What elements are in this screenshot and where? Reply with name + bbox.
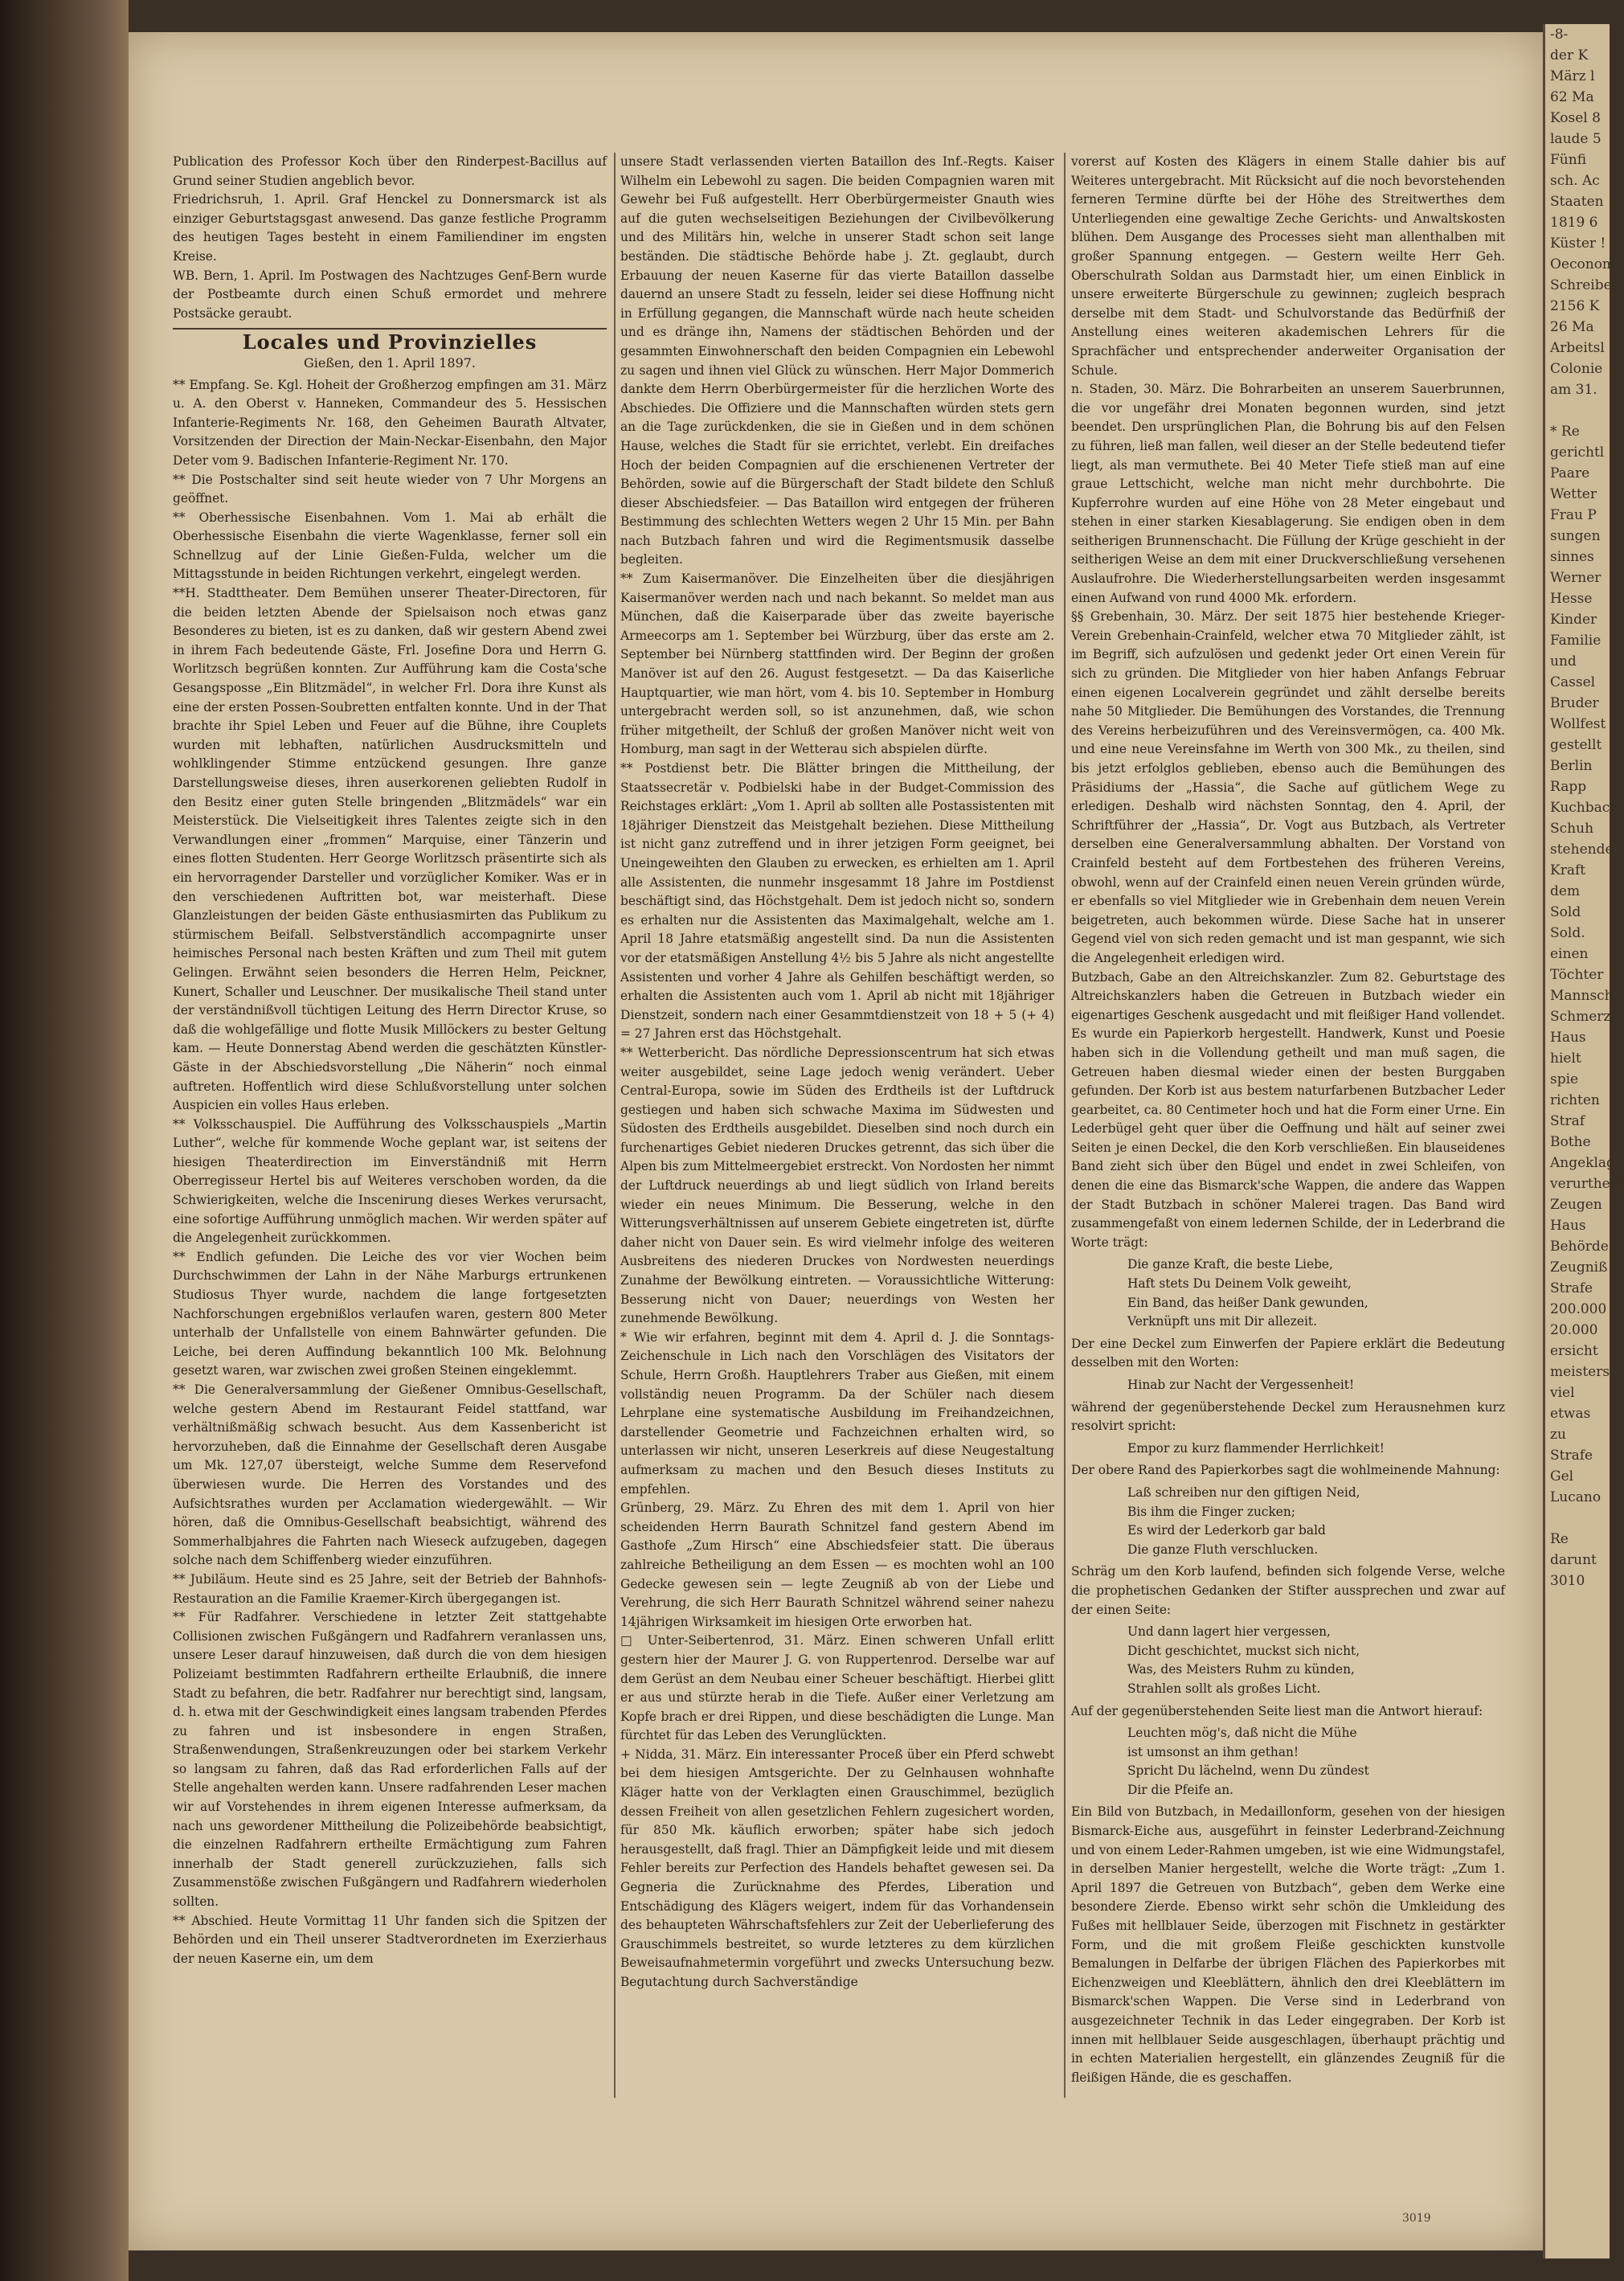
- news-item: §§ Grebenhain, 30. März. Der seit 1875 hier bestehende Krieger-Verein Grebenhain-Crainfeld, welcher etwa 70 Mitglieder zählt, ist im Begriff, sich aufzulösen und gedenkt jeder Ort einen Verein für sich zu gründen. Die Mitglieder von hier haben Anfangs Februar einen eigenen Localverein gegründet und zählt derselbe bereits nahe 50 Mitglieder. Die Bemühungen des Vorstandes, die Trennung des Vereins herbeizuführen und des Vereinsvermögen, ca. 400 Mk. und eine neue Vereinsfahne im Werth von 300 Mk., zu theilen, sind bis jetzt erfolglos geblieben, ebenso auch die Bemühungen des Präsidiums der „Hassia“, die Sache auf gütlichem Wege zu erledigen. Deshalb wird nächsten Sonntag, den 4. April, der Schriftführer der „Hassia“, Dr. Vogt aus Butzbach, als Vertreter derselben eine Generalversammlung abhalten. Der Vorstand von Crainfeld besteht auf dem Fortbestehen des früheren Vereins, obwohl, wenn auf der Crainfeld einen neuen Verein gründen würde, er ebenfalls so viel Mitglieder wie in Grebenhain dem neuen Verein beigetreten, auch bekommen würde. Diese Sache hat in unserer Gegend viel von sich reden gemacht und ist man gespannt, wie sich die Angelegenheit erledigen wird.: [1071, 609, 1505, 965]
- news-item: ** Die Generalversammlung der Gießener Omnibus-Gesellschaft, welche gestern Abend im Restaurant Feidel stattfand, war verhältnißmäßig schwach besucht. Aus dem Kassenbericht ist hervorzuheben, daß die Einnahme der Gesellschaft deren Ausgabe um Mk. 127,07 übersteigt, welche Summe dem Reservefond überwiesen wurde. Die Herren des Vorstandes und des Aufsichtsrathes wurden per Acclamation wiedergewählt. — Wir hören, daß die Omnibus-Gesellschaft beabsichtigt, während des Sommerhalbjahres die Fahrten nach Wieseck aufzugeben, dagegen solche nach dem Schiffenberg wieder einzuführen.: [173, 1382, 607, 1568]
- adjacent-text-fragment: [1545, 400, 1610, 421]
- column-3: [1071, 153, 1505, 2210]
- dateline: Gießen, den 1. April 1897.: [303, 354, 477, 371]
- adjacent-text-fragment: Küster !: [1550, 235, 1606, 252]
- adjacent-text-fragment: laude 5: [1550, 131, 1602, 147]
- news-item: Grünberg, 29. März. Zu Ehren des mit dem 1. April von hier scheidenden Herrn Baurath Schnitzel fand gestern Abend im Gasthofe „Zum Hirsch“ eine Abschiedsfeier statt. Die überaus zahlreiche Betheiligung an dem Essen — es mochten wohl an 100 Gedecke gewesen sein — legte Zeugniß ab von der Liebe und Verehrung, die sich Herr Baurath Schnitzel während seiner nahezu 14jährigen Wirksamkeit im hiesigen Orte erworben hat.: [620, 1501, 1054, 1629]
- adjacent-text-fragment: Wetter: [1550, 486, 1597, 502]
- adjacent-text-fragment: dem: [1550, 883, 1581, 899]
- news-item: ** Volksschauspiel. Die Aufführung des Volksschauspiels „Martin Luther“, welche für kommende Woche geplant war, ist seitens der hiesigen Theaterdirection im Einverständniß mit Herrn Oberregisseur Hertel bis auf Weiteres verschoben worden, da die Schwierigkeiten, welche die Inscenirung dieses Werkes verursacht, eine sofortige Aufführung unmöglich machen. Wir werden später auf die Angelegenheit zurückkommen.: [173, 1116, 607, 1246]
- adjacent-text-fragment: Bothe: [1550, 1134, 1591, 1150]
- news-item: vorerst auf Kosten des Klägers in einem Stalle dahier bis auf Weiteres untergebracht. Mit Rücksicht auf die noch bevorstehenden ferneren Termine dürfte bei der Höhe des Streitwerthes dem Unterliegenden eine gewaltige Zeche Gerichts- und Anwaltskosten blühen. Dem Ausgange des Processes sieht man allenthalben mit großer Spannung entgegen. — Gestern weilte Herr Geh. Oberschulrath Soldan aus Darmstadt hier, um einen Einblick in unsere erweiterte Bürgerschule zu gewinnen; zugleich besprach derselbe mit dem Stadt- und Schulvorstande das Bedürfniß der Anstellung eines weiteren akademischen Lehrers für die Sprachfächer und entsprechender anderweiter Organisation der Schule.: [1071, 154, 1505, 378]
- news-item: □ Unter-Seibertenrod, 31. März. Einen schweren Unfall erlitt gestern hier der Maurer J. G. von Ruppertenrod. Derselbe war auf dem Gerüst an dem Neubau einer Scheuer beschäftigt. Hierbei glitt er aus und stürzte herab in die Tiefe. Außer einer Verletzung am Kopfe brach er drei Rippen, und diese beschädigten die Lunge. Man fürchtet für das Leben des Verunglückten.: [620, 1633, 1054, 1743]
- adjacent-text-fragment: sch. Ac: [1550, 173, 1600, 189]
- adjacent-text-fragment: Strafe: [1550, 1280, 1593, 1296]
- verse-block: [1071, 1255, 1505, 1331]
- adjacent-text-fragment: Behörde: [1550, 1239, 1609, 1255]
- adjacent-text-fragment: Paare: [1550, 465, 1590, 481]
- adjacent-text-fragment: Schmerz: [1550, 1009, 1611, 1025]
- news-item: * Wie wir erfahren, beginnt mit dem 4. April d. J. die Sonntags-Zeichenschule in Lich nach den Vorschlägen des Visitators der Schule, Herrn Großh. Hauptlehrers Traber aus Gießen, mit einem vollständig neuen Programm. Da der Schüler nach diesem Lehrplane eine systematische Ausbildung im Freihandzeichnen, darstellender Geometrie und Fachzeichnen erhalten wird, so unterlassen wir nicht, unseren Leserkreis auf diese Neugestaltung aufmerksam zu machen und den Besuch dieses Instituts zu empfehlen.: [620, 1329, 1054, 1497]
- adjacent-text-fragment: März l: [1550, 68, 1595, 84]
- news-item: ** Abschied. Heute Vormittag 11 Uhr fanden sich die Spitzen der Behörden und ein Theil unserer Stadtverordneten im Exerzierhaus der neuen Kaserne ein, um dem: [173, 1913, 607, 1966]
- adjacent-text-fragment: 62 Ma: [1550, 89, 1594, 105]
- adjacent-text-fragment: Wollfest: [1550, 716, 1606, 732]
- adjacent-text-fragment: 3010: [1550, 1573, 1585, 1589]
- news-item: ** Endlich gefunden. Die Leiche des vor vier Wochen beim Durchschwimmen der Lahn in der Nähe Marburgs ertrunkenen Studiosus Thyer wurde, nachdem die lange fortgesetzten Nachforschungen ergebnißlos verlaufen waren, gestern 800 Meter unterhalb der Unfallstelle von einem Bahnwärter gefunden. Die Leiche, bei deren Auffindung bekanntlich 100 Mk. Belohnung gesetzt waren, war zwischen zwei großen Steinen eingeklemmt.: [173, 1249, 607, 1378]
- adjacent-text-fragment: Colonie: [1550, 361, 1603, 377]
- adjacent-text-fragment: Frau P: [1550, 507, 1597, 523]
- adjacent-text-fragment: Staaten: [1550, 194, 1604, 210]
- news-item: Der eine Deckel zum Einwerfen der Papiere erklärt die Bedeutung desselben mit den Worten:: [1071, 1336, 1505, 1370]
- news-item: n. Staden, 30. März. Die Bohrarbeiten an unserem Sauerbrunnen, die vor ungefähr drei Monaten begonnen wurden, sind jetzt beendet. Den ursprünglichen Plan, die Bohrung bis auf den Felsen zu führen, ließ man fallen, weil dieser an der Stelle bedeutend tiefer liegt, als man vermuthete. Bei 40 Meter Tiefe stieß man auf eine graue Lettschicht, welche man nicht mehr durchbohrte. Die Kupferrohre wurden auf eine Höhe von 28 Meter eingebaut und stehen in einer starken Kiesablagerung. Sie endigen oben in dem seitherigen Brunnenschacht. Die Füllung der Krüge geschieht in der seitherigen Weise an dem mit einer Druckverschließung versehenen Auslaufrohre. Die Wiederherstellungsarbeiten werden insgesammt einen Aufwand von rund 4000 Mk. erfordern.: [1071, 382, 1505, 605]
- adjacent-text-fragment: Familie: [1550, 633, 1602, 649]
- column-rule: [614, 153, 616, 2098]
- page-number: 3019: [1402, 2212, 1431, 2225]
- adjacent-text-fragment: Lucano: [1550, 1489, 1602, 1505]
- adjacent-text-fragment: Straf: [1550, 1113, 1585, 1129]
- adjacent-text-fragment: Kuchbach: [1550, 800, 1619, 816]
- adjacent-text-fragment: Kraft: [1550, 862, 1586, 878]
- verse-line: Laß schreiben nur den giftigen Neid,: [1127, 1484, 1360, 1500]
- adjacent-text-fragment: viel: [1550, 1385, 1575, 1401]
- adjacent-text-fragment: sinnes: [1550, 549, 1594, 565]
- adjacent-text-fragment: hielt: [1550, 1050, 1581, 1067]
- adjacent-text-fragment: Sold: [1550, 904, 1581, 920]
- adjacent-text-fragment: Arbeitsl: [1550, 340, 1605, 356]
- adjacent-text-fragment: Töchter: [1550, 967, 1604, 983]
- adjacent-text-fragment: Rapp: [1550, 779, 1587, 795]
- adjacent-page-strip: [1543, 24, 1624, 2258]
- verse-block: [1071, 1724, 1505, 1800]
- news-item: ** Oberhessische Eisenbahnen. Vom 1. Mai ab erhält die Oberhessische Eisenbahn die vierte Wagenklasse, ferner soll ein Schnellzug auf der Linie Gießen-Fulda, welcher um die Mittagsstunde in beiden Richtungen verkehrt, eingelegt werden.: [173, 510, 607, 582]
- adjacent-text-fragment: 200.000: [1550, 1301, 1607, 1317]
- section-heading: Locales und Provinzielles: [173, 328, 607, 352]
- verse-line: Die ganze Fluth verschlucken.: [1127, 1542, 1319, 1557]
- verse-line: Bis ihm die Finger zucken;: [1127, 1504, 1296, 1519]
- adjacent-text-fragment: Werner: [1550, 570, 1602, 586]
- adjacent-text-fragment: meisters: [1550, 1364, 1610, 1380]
- adjacent-text-fragment: Schreiber: [1550, 277, 1618, 293]
- adjacent-text-fragment: Cassel: [1550, 674, 1596, 690]
- adjacent-text-fragment: Haus: [1550, 1218, 1586, 1234]
- news-item: Ein Bild von Butzbach, in Medaillonform, gesehen von der hiesigen Bismarck-Eiche aus, ausgeführt in feinster Lederbrand-Zeichnung und von einem Leder-Rahmen umgeben, ist wie eine Widmungstafel, in derselben Manier hergestellt, welche die Worte trägt: „Zum 1. April 1897 die Getreuen von Butzbach“, geben dem Werke eine besondere Zierde. Ebenso wirkt sehr schön die Umkleidung des Fußes mit hellblauer Seide, überzogen mit Fischnetz in gestärkter Form, und die mit großem Fleiße geschickten kunstvolle Bemalungen in Delfarbe der übrigen Flächen des Papierkorbes mit Eichenzweigen und Kleeblättern, ähnlich den drei Kleeblättern im Bismarck'schen Wappen. Die Verse sind in Lederbrand von ausgezeichneter Technik in das Leder eingegraben. Der Korb ist innen mit hellblauer Seide ausgeschlagen, überhaupt prächtig und in echten Materialien hergestellt, ein glänzendes Zeugniß für die fleißigen Hände, die es geschaffen.: [1071, 1804, 1505, 2085]
- news-item: ** Die Postschalter sind seit heute wieder von 7 Uhr Morgens an geöffnet.: [173, 472, 607, 506]
- adjacent-text-fragment: Haus: [1550, 1030, 1586, 1046]
- adjacent-text-fragment: zu: [1550, 1427, 1566, 1443]
- adjacent-text-fragment: Kosel 8: [1550, 110, 1601, 126]
- news-item: WB. Bern, 1. April. Im Postwagen des Nachtzuges Genf-Bern wurde der Postbeamte durch einen Schuß ermordet und mehrere Postsäcke geraubt.: [173, 268, 607, 321]
- verse-line: Ein Band, das heißer Dank gewunden,: [1127, 1295, 1368, 1310]
- column-1: [173, 153, 607, 2210]
- adjacent-text-fragment: Gel: [1550, 1468, 1574, 1484]
- news-item: Auf der gegenüberstehenden Seite liest man die Antwort hierauf:: [1071, 1703, 1483, 1718]
- news-item: + Nidda, 31. März. Ein interessanter Proceß über ein Pferd schwebt bei dem hiesigen Amtsgerichte. Der zu Gelnhausen wohnhafte Kläger hatte von der Verklagten einen Grauschimmel, bezüglich dessen Freiheit von allen gesetzlichen Fehlern zugesichert worden, für 850 Mk. käuflich erworben; später habe sich jedoch herausgestellt, daß fragl. Thier an Dämpfigkeit leide und mit diesem Fehler bereits zur Perfection des Handels behaftet gewesen sei. Da Gegneria die Zurücknahme des Pferdes, Liberation und Entschädigung des Klägers weigert, indem für das Vorhandensein des behaupteten Währschaftsfehlers zur Zeit der Ueberlieferung des Grauschimmels bestreitet, so wurde letzteres zu dem kürzlichen Beweisaufnahmetermin vorgeführt und zwecks Untersuchung bezw. Begutachtung durch Sachverständige: [620, 1747, 1054, 1989]
- adjacent-text-fragment: und: [1550, 653, 1577, 670]
- adjacent-text-fragment: darunt: [1550, 1552, 1597, 1568]
- verse-line: Dicht geschichtet, muckst sich nicht,: [1127, 1643, 1360, 1658]
- verse-line: Verknüpft uns mit Dir allezeit.: [1127, 1314, 1318, 1329]
- adjacent-text-fragment: Hesse: [1550, 591, 1593, 607]
- adjacent-text-fragment: am 31.: [1550, 382, 1597, 398]
- news-item: Publication des Professor Koch über den Rinderpest-Bacillus auf Grund seiner Studien angeblich bevor.: [173, 154, 607, 188]
- news-item: Friedrichsruh, 1. April. Graf Henckel zu Donnersmarck ist als einziger Geburtstagsgast anwesend. Das ganze festliche Programm des heutigen Tages besteht in einem Familiendiner im engsten Kreise.: [173, 192, 607, 264]
- news-item: Butzbach, Gabe an den Altreichskanzler. Zum 82. Geburtstage des Altreichskanzlers haben die Getreuen in Butzbach wieder ein eigenartiges Geschenk ausgedacht und mit fleißiger Hand vollendet. Es wurde ein Papierkorb hergestellt. Handwerk, Kunst und Poesie haben sich in die Vollendung getheilt und man muß sagen, die Getreuen haben diesmal wieder einen der besten Burggaben gefunden. Der Korb ist aus bestem naturfarbenen Butzbacher Leder gearbeitet, ca. 80 Centimeter hoch und hat die Form einer Urne. Ein Lederbügel geht quer über die Oeffnung und hält auf seiner zwei Seiten je einen Deckel, die den Korb verschließen. Ein blauseidenes Band zieht sich über den Bügel und endet in zwei Schleifen, von denen die eine das Bismarck'sche Wappen, die andere das Wappen der Stadt Butzbach in schöner Malerei tragen. Das Band wird zusammengefaßt von einem ledernen Schilde, der in Lederbrand die Worte trägt:: [1071, 969, 1505, 1250]
- adjacent-text-fragment: Zeugniß: [1550, 1259, 1608, 1276]
- verse-line: Strahlen sollt als großes Licht.: [1127, 1681, 1321, 1696]
- verse-line: ist umsonst an ihm gethan!: [1127, 1744, 1299, 1759]
- adjacent-text-fragment: [1545, 1508, 1610, 1529]
- adjacent-text-fragment: der K: [1550, 47, 1589, 63]
- news-item: ** Jubiläum. Heute sind es 25 Jahre, seit der Betrieb der Bahnhofs-Restauration an die Familie Kraemer-Kirch übergegangen ist.: [173, 1571, 607, 1606]
- verse-line: Spricht Du lächelnd, wenn Du zündest: [1127, 1763, 1369, 1779]
- adjacent-text-fragment: 20.000: [1550, 1322, 1598, 1338]
- verse-line: Haft stets Du Deinem Volk geweiht,: [1127, 1276, 1352, 1292]
- verse-block: [1071, 1376, 1505, 1395]
- adjacent-text-fragment: verurtheilt: [1550, 1176, 1624, 1192]
- adjacent-text-fragment: Bruder: [1550, 695, 1599, 711]
- verse-line: Und dann lagert hier vergessen,: [1127, 1624, 1331, 1640]
- adjacent-text-fragment: einen: [1550, 946, 1589, 962]
- adjacent-text-fragment: Re: [1550, 1531, 1569, 1547]
- verse-block: [1071, 1439, 1505, 1459]
- adjacent-text-fragment: Angeklag: [1550, 1155, 1615, 1171]
- adjacent-text-fragment: Schuh: [1550, 821, 1594, 837]
- adjacent-text-fragment: 1819 6: [1550, 215, 1598, 231]
- adjacent-text-fragment: Zeugen: [1550, 1197, 1602, 1213]
- verse-line: Hinab zur Nacht der Vergessenheit!: [1127, 1378, 1355, 1392]
- book-binding: [0, 0, 129, 2281]
- news-item: ** Postdienst betr. Die Blätter bringen die Mittheilung, der Staatssecretär v. Podbielski habe in der Budget-Commission des Reichstages erklärt: „Vom 1. April ab sollten alle Postassistenten mit 18jähriger Dienstzeit das Meistgehalt beziehen. Diese Mittheilung ist nicht ganz zutreffend und in ihrer jetzigen Form geeignet, bei Uneingeweihten den Glauben zu erwecken, es erhielten am 1. April alle Assistenten, die nunmehr insgesammt 18 Jahre im Postdienst beschäftigt sind, das Höchstgehalt. Dem ist jedoch nicht so, sondern es erhalten nur die Assistenten das Maximalgehalt, welche am 1. April 18 Jahre etatsmäßig angestellt sind. Da nun die Assistenten vor der etatsmäßigen Anstellung 4½ bis 5 Jahre als nicht angestellte Assistenten und vorher 4 Jahre als Gehilfen beschäftigt werden, so erhalten die Assistenten auch vom 1. April ab nicht mit 18jähriger Dienstzeit, sondern nach einer Gesammtdienstzeit von 18 + 5 (+ 4) = 27 Jahren erst das Höchstgehalt.: [620, 761, 1054, 1042]
- verse-line: Es wird der Lederkorb gar bald: [1127, 1523, 1326, 1538]
- news-item: Schräg um den Korb laufend, befinden sich folgende Verse, welche die prophetischen Gedanken der Stifter aussprechen und zwar auf der einen Seite:: [1071, 1564, 1505, 1617]
- adjacent-text-fragment: Berlin: [1550, 758, 1593, 774]
- adjacent-text-fragment: Mannsch: [1550, 988, 1614, 1004]
- news-item: Der obere Rand des Papierkorbes sagt die wohlmeinende Mahnung:: [1071, 1463, 1500, 1478]
- adjacent-text-fragment: sungen: [1550, 528, 1601, 544]
- verse-line: Die ganze Kraft, die beste Liebe,: [1127, 1257, 1333, 1272]
- news-item: unsere Stadt verlassenden vierten Bataillon des Inf.-Regts. Kaiser Wilhelm ein Lebewohl zu sagen. Die beiden Compagnien waren mit Gewehr bei Fuß aufgestellt. Herr Oberbürgermeister Gnauth wies auf die guten wechselseitigen Beziehungen der Civilbevölkerung und des Militärs hin, welche in unserer Stadt schon seit lange beständen. Die städtische Behörde habe j. Zt. geglaubt, durch Erbauung der neuen Kaserne für das vierte Bataillon dasselbe dauernd an unsere Stadt zu fesseln, leider sei diese Hoffnung nicht in Erfüllung gegangen, die Mannschaft würde nach heute scheiden und es dränge ihn, Namens der städtischen Behörden und der gesammten Einwohnerschaft den beiden Compagnien ein Lebewohl zu sagen und ihnen viel Glück zu wünschen. Herr Major Dommerich dankte dem Herrn Oberbürgermeister für die herzlichen Worte des Abschiedes. Die Offiziere und die Mannschaften würden stets gern an die Tage zurückdenken, die sie in Gießen und in dem schönen Hause, welches die Stadt für sie errichtet, verlebt. Ein dreifaches Hoch der beiden Compagnien auf die erschienenen Vertreter der Behörden, sowie auf die Bürgerschaft der Stadt bildete den Schluß dieser Abschiedsfeier. — Das Bataillon wird entgegen der früheren Bestimmung des schlechten Wetters wegen 2 Uhr 15 Min. per Bahn nach Butzbach fahren und wird die Regimentsmusik dasselbe begleiten.: [620, 154, 1054, 567]
- adjacent-text-fragment: Oeconom: [1550, 256, 1616, 272]
- verse-line: Dir die Pfeife an.: [1127, 1782, 1234, 1797]
- news-item: ** Für Radfahrer. Verschiedene in letzter Zeit stattgehabte Collisionen zwischen Fußgängern und Radfahrern veranlassen uns, unsere Leser darauf hinzuweisen, daß durch die von dem hiesigen Polizeiamt bestimmten Radfahrern ertheilte Erlaubniß, die innere Stadt zu befahren, die betr. Radfahrer nur berechtigt sind, langsam, d. h. etwa mit der Geschwindigkeit eines langsam trabenden Pferdes zu fahren und ist insbesondere in engen Straßen, Straßenwendungen, Straßenkreuzungen oder bei starkem Verkehr so langsam zu fahren, daß das Rad erforderlichen Falls auf der Stelle angehalten werden kann. Unsere radfahrenden Leser machen wir auf Vorstehendes in ihrem eigenen Interesse aufmerksam, da nach uns gewordener Mittheilung die Polizeibehörde beabsichtigt, die einzelnen Radfahrern ertheilte Ermächtigung zum Fahren innerhalb der Stadt generell zurückzuziehen, falls sich Zusammenstöße zwischen Fußgängern und Radfahrern wiederholen sollten.: [173, 1610, 607, 1910]
- verse-line: Leuchten mög's, daß nicht die Mühe: [1127, 1726, 1357, 1741]
- column-rule: [1064, 153, 1066, 2098]
- column-2: [620, 153, 1054, 2210]
- adjacent-text-fragment: -8-: [1550, 27, 1569, 43]
- adjacent-text-fragment: 26 Ma: [1550, 319, 1594, 335]
- adjacent-text-fragment: * Re: [1550, 424, 1580, 440]
- news-item: ** Zum Kaisermanöver. Die Einzelheiten über die diesjährigen Kaisermanöver werden nach und nach bekannt. So meldet man aus München, daß die Kaiserparade über das zweite bayerische Armeecorps am 1. September bei Würzburg, über das erste am 2. September bei Nürnberg stattfinden wird. Der Beginn der großen Manöver ist auf den 26. August festgesetzt. — Da das Kaiserliche Hauptquartier, wie man hört, vom 4. bis 10. September in Homburg untergebracht werden soll, so ist anzunehmen, daß, wie schon früher mitgetheilt, der Schluß der großen Manöver nicht weit von Homburg, man sagt in der Wetterau sich abspielen dürfte.: [620, 571, 1054, 757]
- adjacent-text-fragment: gerichtl: [1550, 444, 1605, 461]
- adjacent-text-fragment: etwas: [1550, 1406, 1591, 1422]
- verse-line: Was, des Meisters Ruhm zu künden,: [1127, 1662, 1355, 1677]
- news-item: ** Empfang. Se. Kgl. Hoheit der Großherzog empfingen am 31. März u. A. den Oberst v. Hanneken, Commandeur des 5. Hessischen Infanterie-Regiments Nr. 168, den Geheimen Baurath Altvater, Vorsitzenden der Direction der Main-Neckar-Eisenbahn, den Major Deter vom 9. Badischen Infanterie-Regiment Nr. 170.: [173, 377, 607, 468]
- verse-block: [1071, 1484, 1505, 1559]
- adjacent-text-fragment: gestellt: [1550, 737, 1602, 753]
- adjacent-text-fragment: ersicht: [1550, 1343, 1598, 1359]
- news-item: **H. Stadttheater. Dem Bemühen unserer Theater-Directoren, für die beiden letzten Abende der Spielsaison noch etwas ganz Besonderes zu bieten, ist es zu danken, daß wir gestern Abend zwei in ihrem Fach bedeutende Gäste, Frl. Josefine Dora und Herrn G. Worlitzsch begrüßen konnten. Zur Aufführung kam die Costa'sche Gesangsposse „Ein Blitzmädel“, in welcher Frl. Dora ihre Kunst als eine der ersten Possen-Soubretten entfalten konnte. Und in der That brachte ihr Spiel Leben und Feuer auf die Bühne, ihre Couplets wurden mit lebhaften, natürlichen Ausdrucksmitteln und wohlklingender Stimme entzückend gesungen. Ihre ganze Darstellungsweise dieses, ihren auserkorenen geliebten Rudolf in den Besitz einer guten Stelle bringenden „Blitzmädels“ war ein Meisterstück. Die Vielseitigkeit ihres Talentes zeigte sich in den Verwandlungen einer „frommen“ Marquise, einer Tänzerin und eines flotten Studenten. Herr George Worlitzsch präsentirte sich als ein hervorragender Darsteller und vorzüglicher Komiker. Was er in den verschiedenen Auftritten bot, war meisterhaft. Diese Glanzleistungen der beiden Gäste enthusiasmirten das Publikum zu stürmischem Beifall. Selbstverständlich accompagnirte unser heimisches Personal nach besten Kräften und zum Theil mit gutem Gelingen. Erwähnt seien besonders die Herren Helm, Peickner, Kunert, Schaller und Leuschner. Der musikalische Theil stand unter der verständnißvoll tüchtigen Leitung des Herrn Director Kruse, so daß die wohlgefällige und flotte Musik Millöckers zu bester Geltung kam. — Heute Donnerstag Abend werden die geschätzten Künstler-Gäste in der Abschiedsvorstellung „Die Näherin“ noch einmal auftreten. Hoffentlich wird diese Schlußvorstellung unter solchen Auspicien ein volles Haus erleben.: [173, 586, 607, 1113]
- adjacent-text-fragment: Fünfi: [1550, 152, 1587, 168]
- news-item: während der gegenüberstehende Deckel zum Herausnehmen kurz resolvirt spricht:: [1071, 1399, 1505, 1434]
- adjacent-text-fragment: Kinder: [1550, 612, 1597, 628]
- adjacent-text-fragment: Sold.: [1550, 925, 1585, 941]
- verse-line: Empor zu kurz flammender Herrlichkeit!: [1127, 1440, 1385, 1456]
- adjacent-text-fragment: richten: [1550, 1092, 1600, 1108]
- adjacent-text-fragment: spie: [1550, 1071, 1579, 1087]
- news-item: ** Wetterbericht. Das nördliche Depressionscentrum hat sich etwas weiter ausgebildet, seine Lage jedoch wenig verändert. Ueber Central-Europa, sowie im Süden des Erdtheils ist der Luftdruck gestiegen und haben sich schwache Maxima im Südwesten und Südosten des Erdtheils ausgebildet. Dieselben sind noch durch ein furchenartiges Gebiet niederen Druckes getrennt, das sich über die Alpen bis zum Mittelmeergebiet erstreckt. Von Nordosten her nimmt der Luftdruck neuerdings ab und liegt südlich von Irland bereits wieder ein neues Minimum. Die Besserung, welche in den Witterungsverhältnissen auf unserem Gebiete eingetreten ist, dürfte daher nicht von Dauer sein. Es wird vielmehr infolge des weiteren Ausbreitens des niederen Druckes von Nordwesten neuerdings Zunahme der Bewölkung eintreten. — Voraussichtliche Witterung: Besserung nicht von Dauer; neuerdings von Westen her zunehmende Bewölkung.: [620, 1045, 1054, 1326]
- adjacent-text-fragment: stehende: [1550, 842, 1614, 858]
- adjacent-text-fragment: Strafe: [1550, 1448, 1593, 1464]
- adjacent-text-fragment: 2156 K: [1550, 298, 1600, 314]
- verse-block: [1071, 1623, 1505, 1698]
